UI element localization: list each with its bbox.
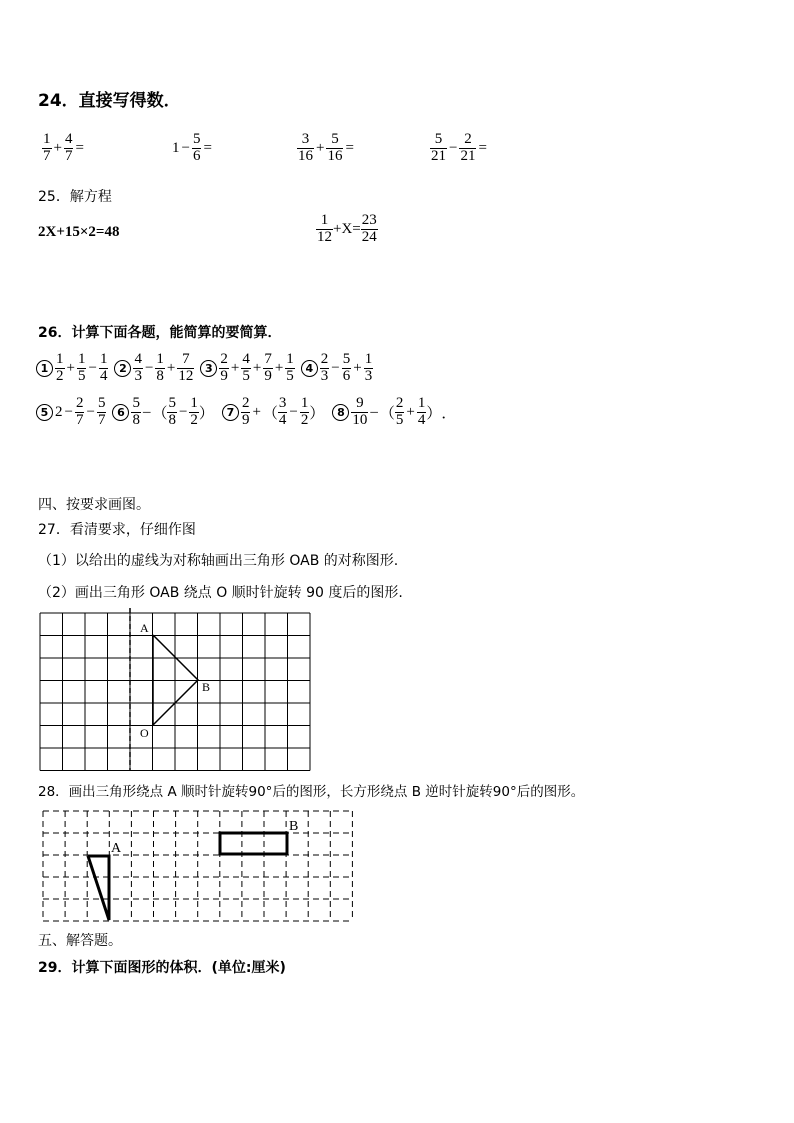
q25-equation-2: $\frac{1}{12}$ +X= $\frac{23}{24}$ bbox=[317, 212, 377, 245]
q27-grid bbox=[40, 613, 310, 771]
q27-sub-1: （1）以给出的虚线为对称轴画出三角形 OAB 的对称图形. bbox=[38, 553, 399, 569]
triangle-oab bbox=[153, 635, 198, 725]
q26-row-2: 5 2 − $\frac{2}{7}$ − $\frac{5}{7}$ 6 $\frac{5}{8}$ – （ $\frac{5}{8}$ − $\frac{1}{2}$ ） 7 $\frac{2}{9}$ + （ $\frac{3}{4}$ − $\frac{1}{2}$ ） 8 $\frac{9}{10}$ – （ $\frac{2}{5}$ + $\frac{1}{4}$ ） ． bbox=[36, 396, 456, 429]
fraction: $\frac{1}{7}$ bbox=[43, 131, 51, 164]
q26-title: 26．计算下面各题，能简算的要简算． bbox=[38, 325, 282, 341]
q29-title: 29．计算下面图形的体积．(单位:厘米) bbox=[38, 960, 286, 976]
marker-1: 1 bbox=[36, 360, 53, 377]
triangle bbox=[88, 856, 109, 920]
q24-item-4: $\frac{5}{21}$ − $\frac{2}{21}$ = bbox=[431, 131, 487, 164]
q28-title: 28．画出三角形绕点 A 顺时针旋转90°后的图形，长方形绕点 B 逆时针旋转90°后的图形。 bbox=[38, 784, 585, 800]
fraction: $\frac{1}{12}$ bbox=[317, 212, 332, 245]
marker-4: 4 bbox=[301, 360, 318, 377]
fraction: $\frac{5}{6}$ bbox=[192, 131, 201, 164]
section-4-heading: 四、按要求画图。 bbox=[38, 497, 150, 513]
q24-item-2: 1 − $\frac{5}{6}$ = bbox=[172, 131, 212, 164]
label-a: A bbox=[111, 841, 122, 856]
fraction: $\frac{2}{21}$ bbox=[460, 131, 476, 164]
fraction: $\frac{23}{24}$ bbox=[361, 212, 377, 245]
rectangle bbox=[220, 833, 287, 854]
section-5-heading: 五、解答题。 bbox=[38, 933, 122, 949]
marker-2: 2 bbox=[114, 360, 131, 377]
marker-7: 7 bbox=[222, 404, 239, 421]
marker-8: 8 bbox=[332, 404, 349, 421]
q26-row-1: 1 $\frac{1}{2}$ + $\frac{1}{5}$ − $\frac{1}{4}$ 2 $\frac{4}{3}$ − $\frac{1}{8}$ + $\frac{7}{12}$ 3 $\frac{2}{9}$ + $\frac{4}{5}$ + $\frac{7}{9}$ + $\frac{1}{5}$ 4 $\frac{2}{3}$ − $\frac{5}{6}$ + $\frac{1}{3}$ bbox=[36, 352, 373, 385]
fraction: $\frac{5}{21}$ bbox=[431, 131, 446, 164]
q27-title: 27．看清要求，仔细作图 bbox=[38, 522, 196, 538]
label-b: B bbox=[202, 680, 211, 694]
label-b: B bbox=[289, 819, 299, 834]
fraction: $\frac{4}{7}$ bbox=[64, 131, 73, 164]
q28-dashed-grid bbox=[43, 811, 352, 921]
q24-title: 24．直接写得数． bbox=[38, 91, 181, 111]
marker-6: 6 bbox=[112, 404, 129, 421]
marker-3: 3 bbox=[200, 360, 217, 377]
fraction: $\frac{5}{16}$ bbox=[327, 131, 343, 164]
label-o: O bbox=[140, 726, 149, 740]
fraction: $\frac{3}{16}$ bbox=[298, 131, 313, 164]
q24-item-3: $\frac{3}{16}$ + $\frac{5}{16}$ = bbox=[298, 131, 354, 164]
marker-5: 5 bbox=[36, 404, 53, 421]
q25-title: 25．解方程 bbox=[38, 189, 112, 205]
q25-equation-1: 2X+15×2=48 bbox=[38, 224, 120, 240]
q24-item-1: $\frac{1}{7}$ + $\frac{4}{7}$ = bbox=[43, 131, 84, 164]
label-a: A bbox=[140, 621, 149, 635]
q27-sub-2: （2）画出三角形 OAB 绕点 O 顺时针旋转 90 度后的图形. bbox=[38, 585, 403, 601]
